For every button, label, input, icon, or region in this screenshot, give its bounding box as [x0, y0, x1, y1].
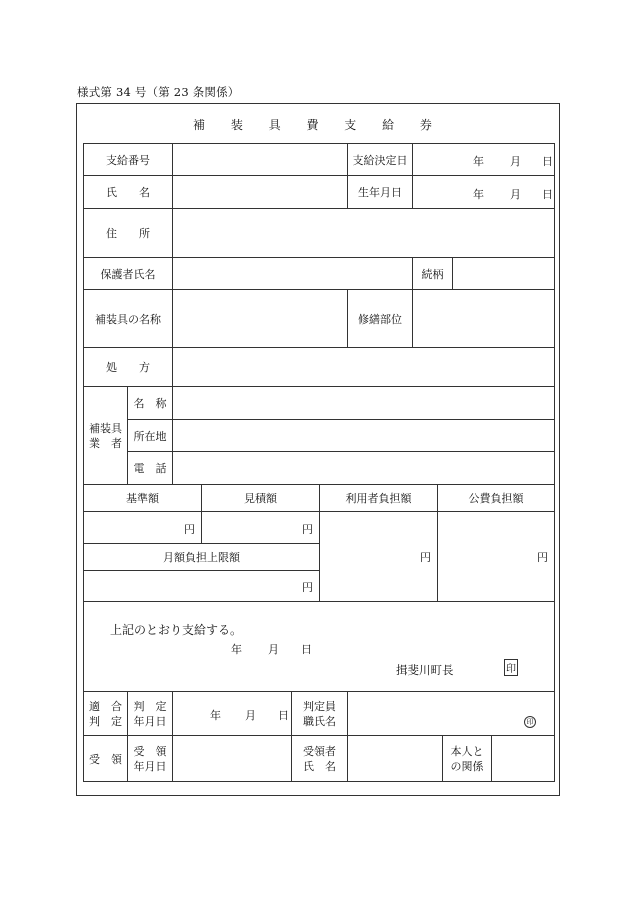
birth-year-label: 年 [473, 188, 484, 201]
monthly-cap-yen: 円 [302, 581, 313, 594]
guardian-field[interactable] [172, 257, 413, 290]
judge-date-label: 判 定 年月日 [133, 699, 167, 728]
receipt-date-label: 受 領 年月日 [133, 744, 167, 773]
judge-date-field[interactable] [172, 691, 292, 736]
relationship-label: 続柄 [421, 267, 444, 281]
guardian-label-cell [83, 257, 173, 290]
payment-number-label: 支給番号 [106, 153, 150, 167]
conformity-label-cell [83, 691, 128, 736]
vendor-name-field[interactable] [172, 386, 555, 420]
judge-officer-field[interactable] [347, 691, 555, 736]
judge-month-label: 月 [245, 709, 256, 722]
recipient-name-field[interactable] [347, 735, 443, 782]
vendor-location-field[interactable] [172, 419, 555, 452]
public-burden-field[interactable] [437, 511, 555, 602]
address-label: 住 所 [106, 227, 150, 240]
name-label: 氏 名 [106, 186, 150, 199]
relation-to-person-field[interactable] [491, 735, 555, 782]
address-label-cell [83, 208, 173, 258]
user-burden-header-cell [319, 484, 438, 512]
judge-date-label-cell [127, 691, 173, 736]
payment-statement-text: 上記のとおり支給する。 [110, 623, 243, 637]
public-burden-yen: 円 [537, 551, 548, 564]
decision-date-label: 支給決定日 [352, 153, 408, 167]
payment-number-field[interactable] [172, 143, 348, 176]
vendor-phone-field[interactable] [172, 451, 555, 485]
prescription-label-cell [83, 347, 173, 387]
device-name-label: 補装具の名称 [95, 312, 161, 326]
recipient-name-label: 受領者 氏 名 [303, 744, 336, 773]
public-burden-header: 公費負担額 [468, 492, 524, 505]
judge-year-label: 年 [210, 709, 221, 722]
official-seal-box [504, 659, 518, 676]
document-title: 補 装 具 費 支 給 券 [193, 118, 443, 132]
monthly-cap-field[interactable] [83, 570, 320, 602]
statement-year-label: 年 [231, 643, 242, 656]
standard-amount-field[interactable] [83, 511, 202, 544]
estimate-amount-header-cell [201, 484, 320, 512]
statement-day-label: 日 [301, 643, 312, 656]
user-burden-header: 利用者負担額 [345, 492, 412, 505]
receipt-label-cell [83, 735, 128, 782]
prescription-label: 処 方 [106, 361, 150, 374]
estimate-amount-header: 見積額 [244, 492, 277, 505]
estimate-amount-yen: 円 [302, 523, 313, 536]
birth-date-label-cell [347, 175, 413, 209]
decision-day-label: 日 [542, 155, 553, 168]
vendor-name-label: 名 称 [133, 397, 167, 410]
vendor-phone-label-cell [127, 451, 173, 485]
recipient-name-label-cell [291, 735, 348, 782]
birth-date-field[interactable] [412, 175, 555, 209]
receipt-date-field[interactable] [172, 735, 292, 782]
receipt-label: 受 領 [89, 752, 122, 766]
birth-month-label: 月 [510, 188, 521, 201]
address-field[interactable] [172, 208, 555, 258]
decision-year-label: 年 [473, 155, 484, 168]
judge-officer-label: 判定員 職氏名 [303, 699, 336, 728]
vendor-location-label: 所在地 [133, 429, 167, 443]
estimate-amount-field[interactable] [201, 511, 320, 544]
judge-seal-icon [524, 716, 536, 728]
name-field[interactable] [172, 175, 348, 209]
payment-statement-box [83, 601, 555, 692]
birth-day-label: 日 [542, 188, 553, 201]
device-name-field[interactable] [172, 289, 348, 348]
official-seal-label: 印 [506, 664, 516, 675]
birth-date-label: 生年月日 [358, 186, 402, 199]
repair-part-field[interactable] [412, 289, 555, 348]
standard-amount-header: 基準額 [126, 492, 159, 505]
decision-month-label: 月 [510, 155, 521, 168]
standard-amount-yen: 円 [184, 523, 195, 536]
judge-officer-label-cell [291, 691, 348, 736]
vendor-location-label-cell [127, 419, 173, 452]
statement-month-label: 月 [268, 643, 279, 656]
monthly-cap-label-cell [83, 543, 320, 571]
vendor-group-label: 補装具 業 者 [89, 421, 122, 450]
judge-day-label: 日 [278, 709, 289, 722]
relation-to-person-label-cell [442, 735, 492, 782]
vendor-group-label-cell [83, 386, 128, 485]
receipt-date-label-cell [127, 735, 173, 782]
relationship-label-cell [412, 257, 453, 290]
payment-number-label-cell [83, 143, 173, 176]
repair-part-label-cell [347, 289, 413, 348]
decision-date-label-cell [347, 143, 413, 176]
relationship-field[interactable] [452, 257, 555, 290]
mayor-signer: 揖斐川町長 [396, 663, 454, 677]
judge-seal-label: 印 [526, 718, 534, 726]
repair-part-label: 修繕部位 [358, 312, 402, 326]
name-label-cell [83, 175, 173, 209]
user-burden-yen: 円 [420, 551, 431, 564]
decision-date-field[interactable] [412, 143, 555, 176]
vendor-name-label-cell [127, 386, 173, 420]
relation-to-person-label: 本人と の関係 [450, 744, 484, 773]
form-number-caption: 様式第 34 号（第 23 条関係） [77, 85, 240, 99]
standard-amount-header-cell [83, 484, 202, 512]
monthly-cap-label: 月額負担上限額 [163, 551, 240, 564]
public-burden-header-cell [437, 484, 555, 512]
guardian-label: 保護者氏名 [100, 267, 156, 281]
prescription-field[interactable] [172, 347, 555, 387]
vendor-phone-label: 電 話 [133, 462, 167, 475]
device-name-label-cell [83, 289, 173, 348]
user-burden-field[interactable] [319, 511, 438, 602]
conformity-label: 適 合 判 定 [89, 699, 122, 728]
